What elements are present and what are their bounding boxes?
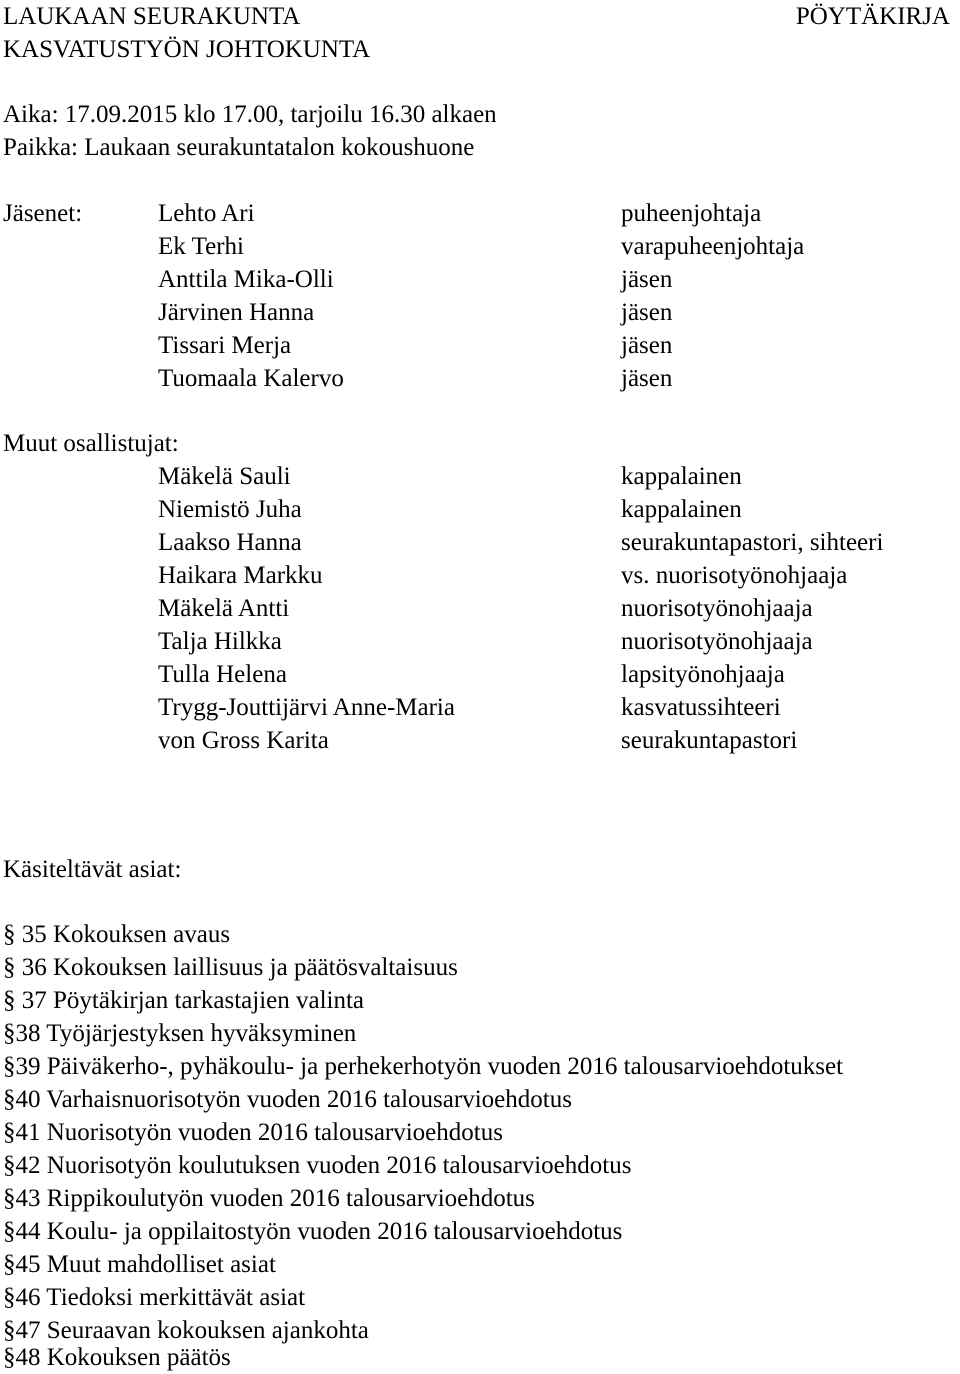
member-role: jäsen [621,299,673,326]
agenda-item: §39 Päiväkerho-, pyhäkoulu- ja perhekerhotyön vuoden 2016 talousarvioehdotukset [3,1053,844,1080]
participant-role: kappalainen [621,463,742,490]
agenda-item: §46 Tiedoksi merkittävät asiat [3,1284,306,1311]
meeting-place: Paikka: Laukaan seurakuntatalon kokoushuone [3,134,475,161]
participant-role: vs. nuorisotyönohjaaja [621,562,848,589]
member-name: Järvinen Hanna [158,299,315,326]
member-role: jäsen [621,266,673,293]
member-name: Ek Terhi [158,233,244,260]
participant-role: nuorisotyönohjaaja [621,595,813,622]
participant-role: seurakuntapastori [621,727,798,754]
participant-name: Mäkelä Antti [158,595,290,622]
agenda-item: §41 Nuorisotyön vuoden 2016 talousarvioehdotus [3,1119,503,1146]
member-role: jäsen [621,365,673,392]
member-role: puheenjohtaja [621,200,762,227]
agenda-item: § 36 Kokouksen laillisuus ja päätösvaltaisuus [3,954,458,981]
agenda-item: § 35 Kokouksen avaus [3,921,231,948]
organization-name: LAUKAAN SEURAKUNTA [3,3,301,30]
participant-name: Haikara Markku [158,562,323,589]
participant-role: kasvatussihteeri [621,694,781,721]
member-name: Tuomaala Kalervo [158,365,344,392]
agenda-item: §42 Nuorisotyön koulutuksen vuoden 2016 talousarvioehdotus [3,1152,632,1179]
agenda-item: §47 Seuraavan kokouksen ajankohta [3,1317,369,1344]
participant-name: Trygg-Jouttijärvi Anne-Maria [158,694,455,721]
agenda-item: §40 Varhaisnuorisotyön vuoden 2016 talousarvioehdotus [3,1086,572,1113]
participant-role: seurakuntapastori, sihteeri [621,529,884,556]
member-role: varapuheenjohtaja [621,233,805,260]
participant-role: lapsityönohjaaja [621,661,785,688]
agenda-item: §43 Rippikoulutyön vuoden 2016 talousarvioehdotus [3,1185,535,1212]
participant-role: kappalainen [621,496,742,523]
member-name: Tissari Merja [158,332,292,359]
members-label: Jäsenet: [3,200,83,227]
meeting-time: Aika: 17.09.2015 klo 17.00, tarjoilu 16.30 alkaen [3,101,497,128]
others-label: Muut osallistujat: [3,430,179,457]
participant-role: nuorisotyönohjaaja [621,628,813,655]
participant-name: Mäkelä Sauli [158,463,291,490]
participant-name: Laakso Hanna [158,529,302,556]
agenda-item: §38 Työjärjestyksen hyväksyminen [3,1020,357,1047]
agenda-item: § 37 Pöytäkirjan tarkastajien valinta [3,987,365,1014]
member-name: Anttila Mika-Olli [158,266,334,293]
agenda-item: §48 Kokouksen päätös [3,1344,231,1371]
participant-name: Tulla Helena [158,661,287,688]
member-role: jäsen [621,332,673,359]
member-name: Lehto Ari [158,200,255,227]
agenda-item: §44 Koulu- ja oppilaitostyön vuoden 2016 talousarvioehdotus [3,1218,623,1245]
participant-name: Niemistö Juha [158,496,302,523]
participant-name: von Gross Karita [158,727,329,754]
participant-name: Talja Hilkka [158,628,282,655]
document-type: PÖYTÄKIRJA [795,3,950,30]
agenda-label: Käsiteltävät asiat: [3,856,182,883]
committee-name: KASVATUSTYÖN JOHTOKUNTA [3,36,371,63]
agenda-item: §45 Muut mahdolliset asiat [3,1251,276,1278]
